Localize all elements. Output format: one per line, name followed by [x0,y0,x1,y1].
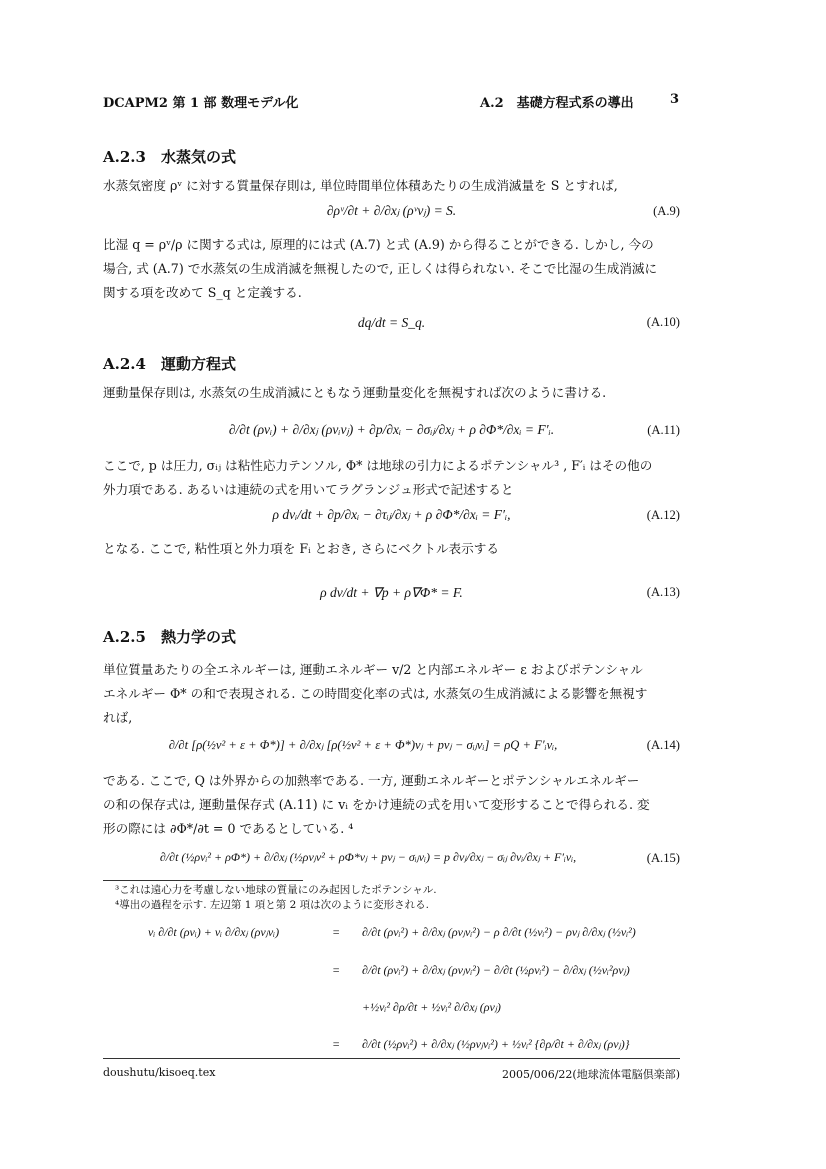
derivation-row: ∂/∂t (½ρvᵢ²) + ∂/∂xⱼ (½ρvⱼvᵢ²) + ½vᵢ² {∂ρ/∂t + ∂/∂xⱼ (ρvⱼ)} [362,1037,630,1051]
equation-number: (A.9) [653,204,680,218]
paragraph-line: エネルギー Φ* の和で表現される. この時間変化率の式は, 水蒸気の生成消滅による影響を無視す [103,686,648,701]
equation: ∂ρᵛ/∂t + ∂/∂xⱼ (ρᵛvⱼ) = S. [326,203,457,218]
footnote: ⁴導出の過程を示す. 左辺第 1 項と第 2 項は次のように変形される. [115,899,429,911]
paragraph-line: 形の際には ∂Φ*/∂t = 0 であるとしている. ⁴ [103,821,354,836]
paragraph-line: 比湿 q = ρᵛ/ρ に関する式は, 原理的には式 (A.7) と式 (A.9) から得ることができる. しかし, 今の [103,237,654,252]
footer-filename: doushutu/kisoeq.tex [103,1066,216,1079]
paragraph-line: れば, [103,710,133,725]
paragraph-line: 運動量保存則は, 水蒸気の生成消滅にともなう運動量変化を無視すれば次のように書ける. [103,385,607,400]
derivation-equals: = [332,963,341,977]
section-heading: A.2.5 熱力学の式 [103,628,236,646]
running-header-section: A.2 基礎方程式系の導出 [480,96,634,111]
equation: ∂/∂t [ρ(½v² + ε + Φ*)] + ∂/∂xⱼ [ρ(½v² + ε + Φ*)vⱼ + pvⱼ − σᵢⱼvᵢ] = ρQ + F′ᵢvᵢ, [168,738,558,752]
derivation-row: ∂/∂t (ρvᵢ²) + ∂/∂xⱼ (ρvⱼvᵢ²) − ∂/∂t (½ρvᵢ²) − ∂/∂xⱼ (½vᵢ²ρvⱼ) [362,963,630,977]
equation-number: (A.12) [646,508,680,522]
equation-number: (A.15) [646,851,680,865]
derivation-lhs: vᵢ ∂/∂t (ρvᵢ) + vᵢ ∂/∂xⱼ (ρvⱼvᵢ) [148,925,280,939]
equation: ∂/∂t (½ρvᵢ² + ρΦ*) + ∂/∂xⱼ (½ρvⱼv² + ρΦ*vⱼ + pvⱼ − σᵢⱼvᵢ) = p ∂vⱼ/∂xⱼ − σᵢⱼ ∂vᵢ/∂xⱼ + F′ᵢvᵢ, [159,850,577,864]
paragraph-line: の和の保存式は, 運動量保存式 (A.11) に vᵢ をかけ連続の式を用いて変形することで得られる. 変 [103,797,650,812]
equation: ρ dv/dt + ∇p + ρ∇Φ* = F. [320,585,463,600]
paragraph-line: 場合, 式 (A.7) で水蒸気の生成消滅を無視したので, 正しくは得られない. そこで比湿の生成消滅に [103,261,658,276]
footer-rule [103,1058,680,1059]
section-heading: A.2.3 水蒸気の式 [103,148,236,166]
equation: ρ dvᵢ/dt + ∂p/∂xᵢ − ∂τᵢⱼ/∂xⱼ + ρ ∂Φ*/∂xᵢ = F′ᵢ, [272,507,511,522]
section-heading: A.2.4 運動方程式 [103,355,236,373]
footnote-rule [103,880,303,881]
equation: dq/dt = S_q. [357,315,426,330]
paragraph-line: 水蒸気密度 ρᵛ に対する質量保存則は, 単位時間単位体積あたりの生成消滅量を S とすれば, [103,178,618,193]
paragraph-line: 関する項を改めて S_q と定義する. [103,285,302,300]
paragraph-line: 単位質量あたりの全エネルギーは, 運動エネルギー v/2 と内部エネルギー ε およびポテンシャル [103,662,643,677]
footnote: ³これは遠心力を考慮しない地球の質量にのみ起因したポテンシャル. [115,884,437,896]
paragraph-line: となる. ここで, 粘性項と外力項を Fᵢ とおき, さらにベクトル表示する [103,541,499,556]
equation: ∂/∂t (ρvᵢ) + ∂/∂xⱼ (ρvᵢvⱼ) + ∂p/∂xᵢ − ∂σᵢⱼ/∂xⱼ + ρ ∂Φ*/∂xᵢ = F′ᵢ. [228,422,555,437]
running-header-title: DCAPM2 第 1 部 数理モデル化 [103,96,299,111]
derivation-row: ∂/∂t (ρvᵢ²) + ∂/∂xⱼ (ρvⱼvᵢ²) − ρ ∂/∂t (½vᵢ²) − ρvⱼ ∂/∂xⱼ (½vᵢ²) [362,925,636,939]
equation-number: (A.10) [646,315,680,329]
paragraph-line: ここで, p は圧力, σᵢⱼ は粘性応力テンソル, Φ* は地球の引力によるポテンシャル³ , F′ᵢ はその他の [103,458,653,473]
derivation-row: +½vᵢ² ∂ρ/∂t + ½vᵢ² ∂/∂xⱼ (ρvⱼ) [362,1000,501,1014]
paragraph-line: 外力項である. あるいは連続の式を用いてラグランジュ形式で記述すると [103,482,514,497]
paragraph-line: である. ここで, Q は外界からの加熱率である. 一方, 運動エネルギーとポテンシャルエネルギー [103,773,640,788]
page-number: 3 [670,92,680,107]
equation-number: (A.14) [646,738,680,752]
derivation-equals: = [332,1037,341,1051]
equation-number: (A.13) [646,585,680,599]
equation-number: (A.11) [647,423,680,437]
derivation-equals: = [332,925,341,939]
footer-date: 2005/006/22(地球流体電脳倶楽部) [502,1068,680,1081]
